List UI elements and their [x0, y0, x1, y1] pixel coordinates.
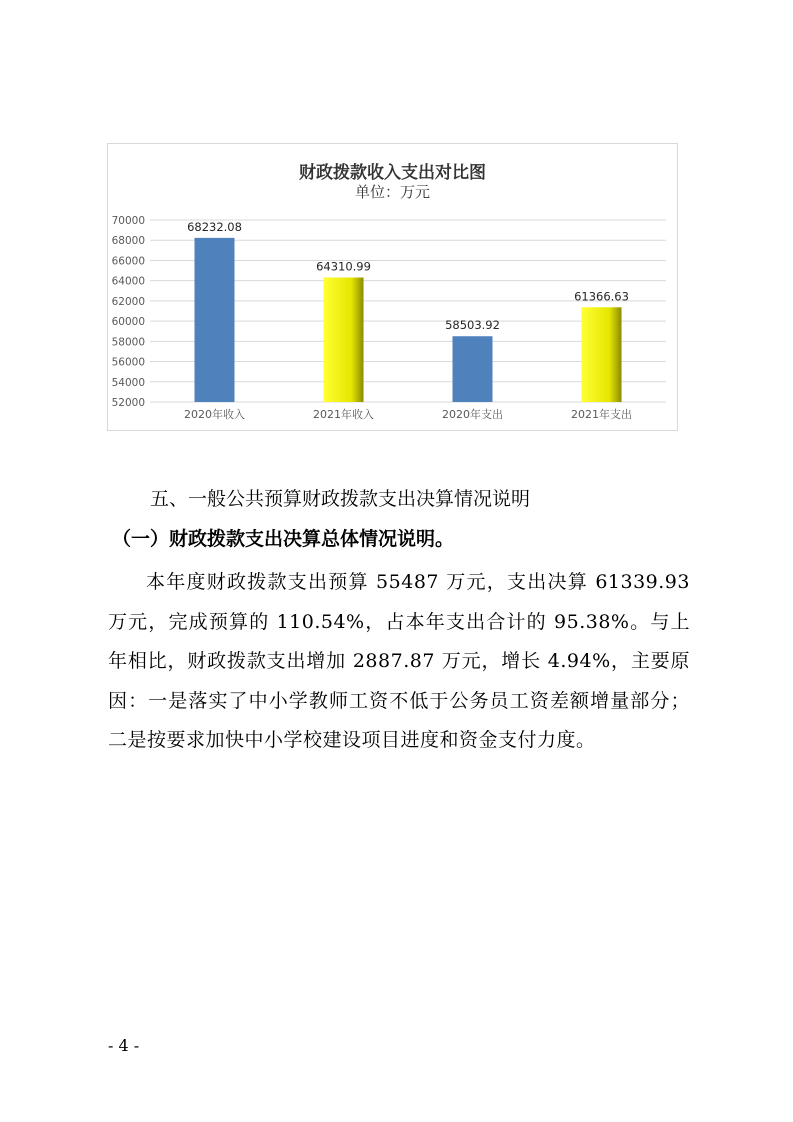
chart-title: 财政拨款收入支出对比图 — [299, 163, 486, 183]
x-tick-label-3: 2020年支出 — [442, 408, 503, 421]
y-tick-label: 56000 — [111, 356, 145, 369]
x-tick-label-1: 2020年收入 — [184, 408, 245, 421]
y-tick-label: 64000 — [111, 275, 145, 288]
data-label-4: 61366.63 — [574, 289, 629, 304]
chart-subtitle: 单位：万元 — [354, 183, 430, 201]
page-number: - 4 - — [108, 1036, 140, 1055]
y-tick-label: 70000 — [111, 215, 145, 227]
bar-2 — [324, 278, 364, 402]
section-heading: 五、一般公共预算财政拨款支出决算情况说明 — [150, 488, 531, 510]
data-label-3: 58503.92 — [445, 318, 500, 333]
y-tick-label: 54000 — [111, 376, 145, 389]
data-label-1: 68232.08 — [187, 219, 242, 234]
y-tick-label: 52000 — [111, 397, 145, 409]
body-paragraph: 本年度财政拨款支出预算 55487 万元，支出决算 61339.93 万元，完成预算的 110.54%，占本年支出合计的 95.38%。与上年相比，财政拨款支出增加 2887.87 万元，增长 4.94%，主要原因：一是落实了中小学教师工资不低于公务员工资差额增量部分；二是按要求加快中小学校建设项目进度和资金支付力度。 — [108, 571, 690, 751]
bar-1 — [195, 238, 235, 402]
bar-4 — [582, 307, 622, 402]
section-subheading: （一）财政拨款支出决算总体情况说明。 — [112, 528, 455, 550]
y-tick-label: 66000 — [111, 255, 145, 268]
y-tick-label: 60000 — [111, 316, 145, 329]
y-tick-label: 68000 — [111, 235, 145, 248]
data-label-2: 64310.99 — [316, 259, 371, 274]
y-tick-label: 62000 — [111, 295, 145, 308]
chart-plot — [108, 144, 677, 430]
x-tick-label-4: 2021年支出 — [571, 408, 632, 421]
bar-chart — [107, 143, 678, 431]
x-tick-label-2: 2021年收入 — [313, 408, 374, 421]
bar-3 — [453, 336, 493, 402]
y-tick-label: 58000 — [111, 336, 145, 349]
